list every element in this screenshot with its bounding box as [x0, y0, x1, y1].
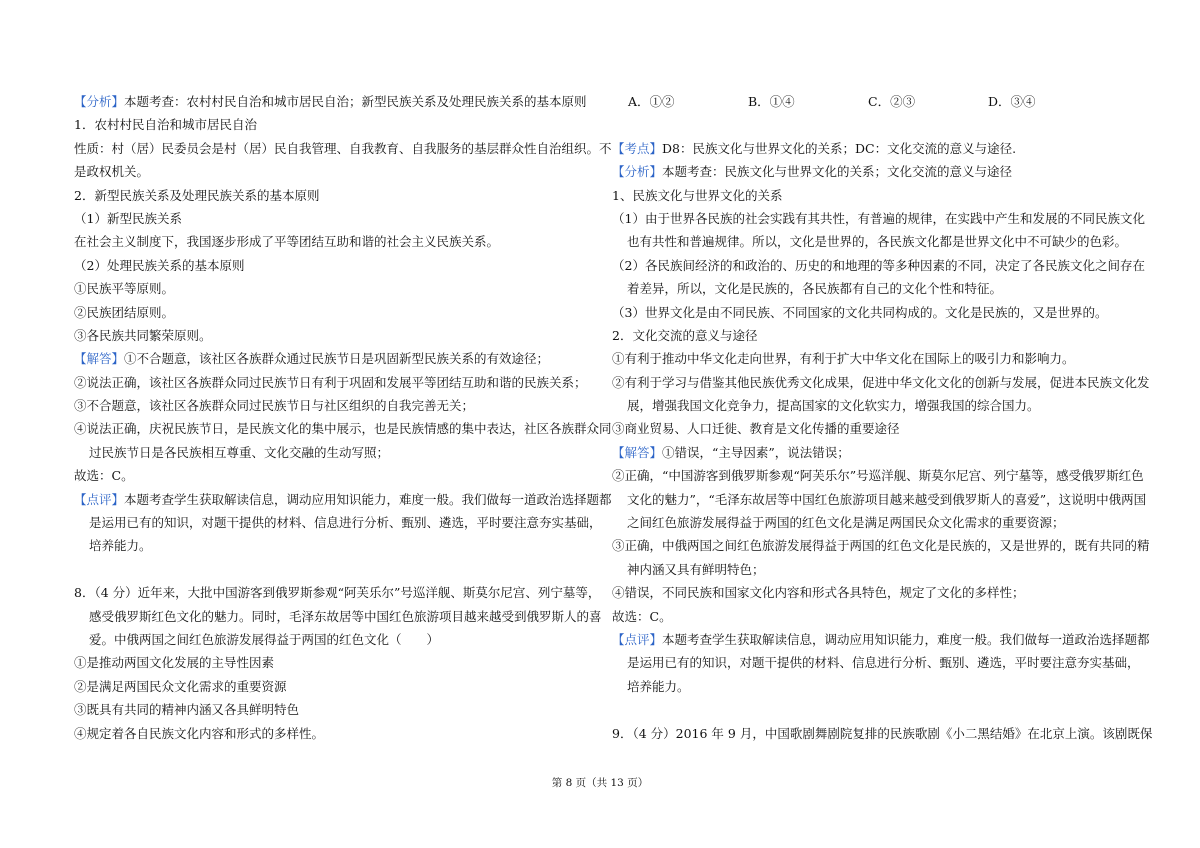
- subsection-title: （1）新型民族关系: [74, 210, 182, 226]
- option-d: D．③④: [988, 94, 1036, 109]
- question-8-item: ③既具有共同的精神内涵又各具鲜明特色: [74, 702, 300, 718]
- comment-line: 【点评】本题考查学生获取解读信息，调动应用知识能力，难度一般。我们做每一道政治选择题都: [74, 491, 612, 507]
- comment-line: 是运用已有的知识，对题干提供的材料、信息进行分析、甄别、遴选，平时要注意夯实基础，: [89, 515, 602, 531]
- answer-line: ④说法正确，庆祝民族节日，是民族文化的集中展示，也是民族情感的集中表达，社区各族群众同: [74, 421, 612, 437]
- question-8-item: ①是推动两国文化发展的主导性因素: [74, 655, 275, 671]
- answer-line: 神内涵又具有鲜明特色；: [627, 561, 765, 577]
- question-8-stem: 爱。中俄两国之间红色旅游发展得益于两国的红色文化（ ）: [89, 631, 440, 647]
- answer-line: 过民族节日是各民族相互尊重、文化交融的生动写照；: [89, 444, 390, 460]
- comment-tag: 【点评】: [74, 491, 125, 507]
- section-title: 1、民族文化与世界文化的关系: [612, 187, 783, 203]
- answer-line: ③不合题意，该社区各族群众同过民族节日与社区组织的自我完善无关；: [74, 398, 475, 414]
- analysis-line: 【分析】本题考查：农村村民自治和城市居民自治；新型民族关系及处理民族关系的基本原则: [74, 94, 587, 109]
- paragraph-line: （3）世界文化是由不同民族、不同国家的文化共同构成的。文化是民族的，又是世界的。: [612, 304, 1108, 320]
- comment-tag: 【点评】: [612, 631, 663, 647]
- paragraph-line: 展，增强我国文化竞争力，提高国家的文化软实力，增强我国的综合国力。: [627, 398, 1040, 414]
- principle-item: ①民族平等原则。: [74, 281, 175, 297]
- comment-line: 培养能力。: [89, 538, 152, 554]
- option-a: A．①②: [628, 94, 675, 109]
- paragraph-line: ③商业贸易、人口迁徙、教育是文化传播的重要途径: [612, 421, 900, 437]
- section-title: 1．农村村民自治和城市居民自治: [74, 117, 257, 133]
- answer-line: ③正确，中俄两国之间红色旅游发展得益于两国的红色文化是民族的，又是世界的，既有共同的精: [612, 538, 1150, 554]
- answer-tag: 【解答】: [612, 444, 663, 460]
- left-column: [74, 90, 612, 745]
- answer-options: [612, 90, 1132, 113]
- section-title: 2．新型民族关系及处理民族关系的基本原则: [74, 187, 320, 203]
- answer-line: 【解答】①错误，“主导因素”，说法错误；: [612, 444, 850, 460]
- option-b: B．①④: [748, 94, 795, 109]
- choice-line: 故选：C。: [74, 468, 134, 484]
- paragraph-line: （2）各民族间经济的和政治的、历史的和地理的等多种因素的不同，决定了各民族文化之间存在: [612, 257, 1145, 273]
- paragraph-line: ①有利于推动中华文化走向世界，有利于扩大中华文化在国际上的吸引力和影响力。: [612, 351, 1075, 367]
- comment-line: 【点评】本题考查学生获取解读信息，调动应用知识能力，难度一般。我们做每一道政治选择题都: [612, 631, 1150, 647]
- answer-line: ②说法正确，该社区各族群众同过民族节日有利于巩固和发展平等团结互助和谐的民族关系；: [74, 374, 587, 390]
- page-footer: 第 8 页（共 13 页）: [551, 777, 649, 789]
- right-column: [612, 90, 1153, 745]
- question-9-stem: 9．（4 分）2016 年 9 月，中国歌剧舞剧院复排的民族歌剧《小二黑结婚》在北京上演。该剧既保: [612, 725, 1153, 741]
- section-title: 2．文化交流的意义与途径: [612, 327, 758, 343]
- question-8-stem: 感受俄罗斯红色文化的魅力。同时，毛泽东故居等中国红色旅游项目越来越受到俄罗斯人的喜: [89, 608, 602, 624]
- question-8-item: ②是满足两国民众文化需求的重要资源: [74, 678, 287, 694]
- analysis-tag: 【分析】: [612, 164, 663, 180]
- subsection-title: （2）处理民族关系的基本原则: [74, 257, 245, 273]
- choice-line: 故选：C。: [612, 608, 672, 624]
- kaodian-tag: 【考点】: [612, 140, 663, 156]
- paragraph-line: 也有共性和普遍规律。所以，文化是世界的，各民族文化都是世界文化中不可缺少的色彩。: [627, 234, 1128, 250]
- paragraph-line: （1）由于世界各民族的社会实践有其共性，有普遍的规律，在实践中产生和发展的不同民族文化: [612, 210, 1145, 226]
- analysis-tag: 【分析】: [74, 94, 125, 109]
- kaodian-line: 【考点】D8：民族文化与世界文化的关系；DC：文化交流的意义与途径.: [612, 140, 1017, 156]
- option-c: C．②③: [868, 94, 916, 109]
- principle-item: ③各民族共同繁荣原则。: [74, 327, 212, 343]
- paragraph-line: 是政权机关。: [74, 164, 150, 180]
- comment-line: 是运用已有的知识，对题干提供的材料、信息进行分析、甄别、遴选，平时要注意夯实基础，: [627, 655, 1140, 671]
- paragraph-line: 着差异，所以，文化是民族的，各民族都有自己的文化个性和特征。: [627, 281, 1003, 297]
- question-8-stem: 8．（4 分）近年来，大批中国游客到俄罗斯参观“阿芙乐尔”号巡洋舰、斯莫尔尼宫、列宁墓等，: [74, 585, 601, 601]
- answer-line: 【解答】①不合题意，该社区各族群众通过民族节日是巩固新型民族关系的有效途径；: [74, 351, 550, 367]
- paragraph-line: ②有利于学习与借鉴其他民族优秀文化成果，促进中华文化文化的创新与发展，促进本民族文化发: [612, 374, 1150, 390]
- paragraph-line: 性质：村（居）民委员会是村（居）民自我管理、自我教育、自我服务的基层群众性自治组织。不: [74, 140, 612, 156]
- answer-tag: 【解答】: [74, 351, 125, 367]
- question-8-item: ④规定着各自民族文化内容和形式的多样性。: [74, 725, 325, 741]
- answer-line: ②正确，“中国游客到俄罗斯参观“阿芙乐尔”号巡洋舰、斯莫尔尼宫、列宁墓等，感受俄罗斯红色: [612, 468, 1144, 484]
- answer-line: 文化的魅力”，“毛泽东故居等中国红色旅游项目越来越受到俄罗斯人的喜爱”，这说明中俄两国: [627, 491, 1147, 507]
- answer-line: 之间红色旅游发展得益于两国的红色文化是满足两国民众文化需求的重要资源；: [627, 515, 1065, 531]
- paragraph-line: 在社会主义制度下，我国逐步形成了平等团结互助和谐的社会主义民族关系。: [74, 234, 500, 250]
- answer-line: ④错误，不同民族和国家文化内容和形式各具特色，规定了文化的多样性；: [612, 585, 1025, 601]
- comment-line: 培养能力。: [627, 678, 690, 694]
- principle-item: ②民族团结原则。: [74, 304, 175, 320]
- analysis-line: 【分析】本题考查：民族文化与世界文化的关系；文化交流的意义与途径: [612, 164, 1013, 180]
